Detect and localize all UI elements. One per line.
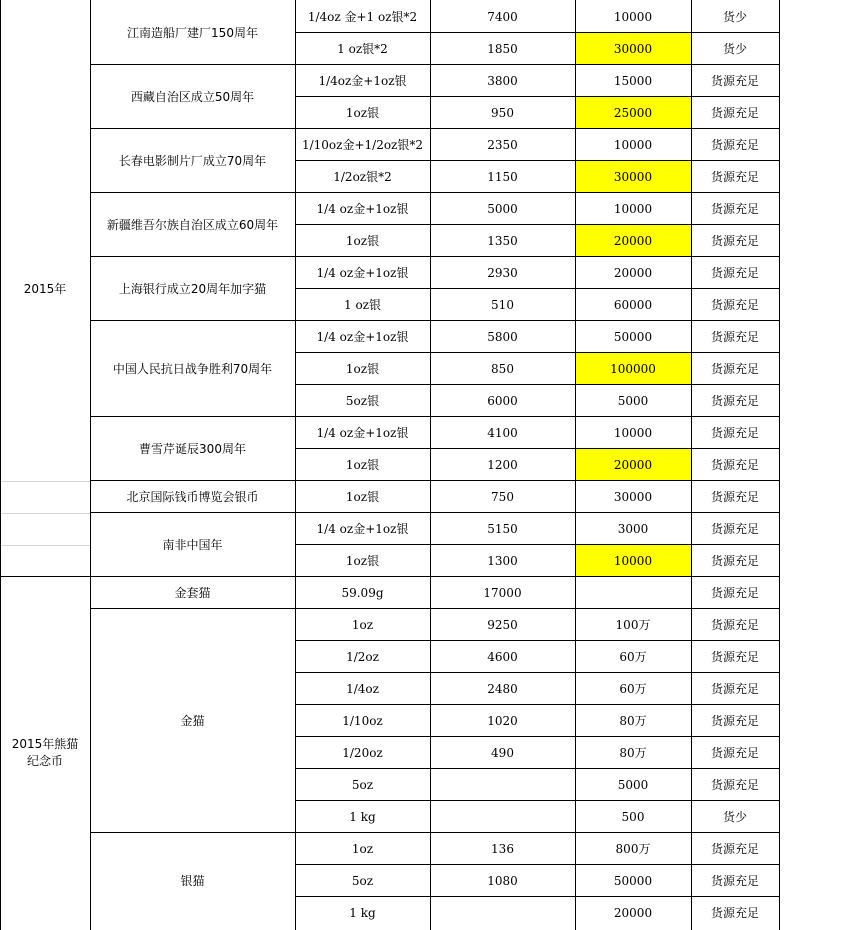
stock-status-cell: 货源充足	[710, 201, 759, 216]
stock-status-cell: 货源充足	[710, 777, 759, 792]
grid-line	[295, 832, 780, 833]
grid-line	[575, 0, 576, 930]
stock-status-cell: 货源充足	[710, 425, 759, 440]
mintage-cell: 60万	[619, 649, 647, 664]
price-cell	[430, 769, 575, 801]
price-cell: 2350	[487, 137, 518, 152]
grid-line	[295, 32, 780, 33]
mintage-cell: 10000	[613, 137, 653, 152]
price-cell: 4100	[487, 425, 518, 440]
mintage-cell: 100000	[575, 353, 691, 385]
price-cell: 5800	[487, 329, 518, 344]
grid-line	[295, 576, 780, 577]
spec-cell: 1/4oz金+1oz银	[318, 73, 407, 88]
stock-status-cell: 货源充足	[710, 105, 759, 120]
stock-status-cell: 货源充足	[710, 681, 759, 696]
mintage-cell: 20000	[613, 265, 653, 280]
spec-cell: 1/4 oz金+1oz银	[316, 425, 409, 440]
mintage-cell: 100万	[615, 617, 651, 632]
price-cell: 2930	[487, 265, 518, 280]
grid-line	[295, 384, 780, 385]
spec-cell: 1/2oz银*2	[333, 169, 392, 184]
grid-line	[0, 576, 91, 577]
grid-line	[0, 481, 91, 482]
spec-cell: 59.09g	[341, 585, 384, 600]
coin-name-cell: 银猫	[180, 873, 205, 888]
mintage-cell: 5000	[617, 777, 649, 792]
grid-line	[295, 448, 780, 449]
stock-status-cell: 货源充足	[710, 553, 759, 568]
grid-line	[779, 0, 780, 930]
spec-cell: 1/4 oz金+1oz银	[316, 201, 409, 216]
price-cell: 1200	[487, 457, 518, 472]
grid-line	[90, 512, 296, 513]
coin-name-cell: 金套猫	[174, 585, 211, 600]
stock-status-cell: 货源充足	[710, 393, 759, 408]
coin-name-cell: 新疆维吾尔族自治区成立60周年	[106, 217, 279, 232]
mintage-cell: 20000	[575, 449, 691, 481]
mintage-cell: 30000	[613, 489, 653, 504]
grid-line	[0, 545, 91, 546]
mintage-cell: 60万	[619, 681, 647, 696]
grid-line	[295, 480, 780, 481]
stock-status-cell: 货源充足	[710, 73, 759, 88]
stock-status-cell: 货源充足	[710, 585, 759, 600]
spec-cell: 1 oz银*2	[337, 41, 388, 56]
mintage-cell: 10000	[613, 9, 653, 24]
price-cell: 2480	[487, 681, 518, 696]
grid-line	[90, 608, 296, 609]
stock-status-cell: 货源充足	[710, 617, 759, 632]
stock-status-cell: 货源充足	[710, 489, 759, 504]
year-group-cell: 2015年熊猫 纪念币	[11, 737, 79, 768]
grid-line	[295, 256, 780, 257]
spec-cell: 1oz银	[345, 105, 380, 120]
spec-cell: 1/4 oz金+1oz银	[316, 265, 409, 280]
stock-status-cell: 货源充足	[710, 297, 759, 312]
grid-line	[295, 512, 780, 513]
spec-cell: 5oz	[351, 873, 374, 888]
price-cell: 950	[491, 105, 514, 120]
grid-line	[90, 320, 296, 321]
price-cell: 17000	[483, 585, 522, 600]
price-cell	[430, 801, 575, 833]
coin-name-cell: 曹雪芹诞辰300周年	[139, 441, 246, 456]
spec-cell: 5oz	[351, 777, 374, 792]
mintage-cell: 50000	[613, 873, 653, 888]
grid-line	[90, 64, 296, 65]
price-cell: 3800	[487, 73, 518, 88]
price-cell: 136	[491, 841, 514, 856]
grid-line	[295, 96, 780, 97]
coin-name-cell: 中国人民抗日战争胜利70周年	[112, 361, 273, 376]
price-cell: 1350	[487, 233, 518, 248]
mintage-cell: 50000	[613, 329, 653, 344]
spec-cell: 1/4 oz金+1oz银	[316, 329, 409, 344]
coin-name-cell: 江南造船厂建厂150周年	[127, 25, 258, 40]
stock-status-cell: 货源充足	[710, 361, 759, 376]
mintage-cell: 15000	[613, 73, 653, 88]
grid-line	[295, 192, 780, 193]
grid-line	[295, 640, 780, 641]
spec-cell: 1 oz银	[344, 297, 381, 312]
grid-line	[90, 832, 296, 833]
grid-line	[90, 480, 296, 481]
price-cell: 9250	[487, 617, 518, 632]
stock-status-cell: 货源充足	[710, 137, 759, 152]
mintage-cell: 30000	[575, 33, 691, 65]
price-cell: 5000	[487, 201, 518, 216]
mintage-cell: 800万	[615, 841, 651, 856]
spec-cell: 5oz银	[345, 393, 380, 408]
mintage-cell	[575, 577, 691, 609]
mintage-cell: 25000	[575, 97, 691, 129]
spec-cell: 1oz	[351, 617, 374, 632]
coin-name-cell: 上海银行成立20周年加字猫	[118, 281, 267, 296]
price-cell: 1850	[487, 41, 518, 56]
mintage-cell: 10000	[613, 201, 653, 216]
stock-status-cell: 货源充足	[710, 873, 759, 888]
grid-line	[90, 256, 296, 257]
price-cell: 750	[491, 489, 514, 504]
grid-line	[295, 320, 780, 321]
stock-status-cell: 货源充足	[710, 745, 759, 760]
coin-name-cell: 金猫	[180, 713, 205, 728]
spec-cell: 1oz银	[345, 553, 380, 568]
grid-line	[90, 0, 91, 930]
grid-line	[295, 896, 780, 897]
spec-cell: 1/10oz金+1/2oz银*2	[301, 137, 424, 152]
grid-line	[430, 0, 431, 930]
grid-line	[90, 192, 296, 193]
mintage-cell: 20000	[613, 905, 653, 920]
stock-status-cell: 货源充足	[710, 329, 759, 344]
mintage-cell: 10000	[575, 545, 691, 577]
stock-status-cell: 货源充足	[710, 841, 759, 856]
grid-line	[295, 352, 780, 353]
stock-status-cell: 货源充足	[710, 169, 759, 184]
price-cell: 1150	[487, 169, 518, 184]
spec-cell: 1oz	[351, 841, 374, 856]
mintage-cell: 60000	[613, 297, 653, 312]
price-cell: 510	[491, 297, 514, 312]
stock-status-cell: 货源充足	[710, 457, 759, 472]
price-cell: 4600	[487, 649, 518, 664]
grid-line	[295, 768, 780, 769]
price-cell: 1080	[487, 873, 518, 888]
grid-line	[295, 544, 780, 545]
stock-status-cell: 货源充足	[710, 233, 759, 248]
grid-line	[295, 128, 780, 129]
spec-cell: 1/2oz	[346, 649, 379, 664]
stock-status-cell: 货源充足	[710, 713, 759, 728]
spec-cell: 1oz银	[345, 233, 380, 248]
grid-line	[295, 704, 780, 705]
spec-cell: 1/4 oz金+1oz银	[316, 521, 409, 536]
grid-line	[295, 416, 780, 417]
grid-line	[691, 0, 692, 930]
price-cell: 5150	[487, 521, 518, 536]
price-cell: 1020	[487, 713, 518, 728]
mintage-cell: 500	[621, 809, 645, 824]
grid-line	[295, 864, 780, 865]
spec-cell: 1/4oz 金+1 oz银*2	[307, 9, 418, 24]
spec-cell: 1 kg	[349, 905, 376, 920]
grid-line	[295, 672, 780, 673]
grid-line	[0, 0, 1, 930]
year-group-cell: 2015年	[23, 281, 67, 296]
spec-cell: 1oz银	[345, 457, 380, 472]
spec-cell: 1/4oz	[346, 681, 379, 696]
stock-status-cell: 货少	[722, 9, 747, 24]
mintage-cell: 80万	[619, 713, 647, 728]
grid-line	[295, 736, 780, 737]
coin-name-cell: 北京国际钱币博览会银币	[126, 489, 259, 504]
grid-line	[295, 224, 780, 225]
mintage-cell: 3000	[617, 521, 649, 536]
stock-status-cell: 货源充足	[710, 649, 759, 664]
price-cell: 6000	[487, 393, 518, 408]
mintage-cell: 30000	[575, 161, 691, 193]
coin-name-cell: 西藏自治区成立50周年	[130, 89, 255, 104]
spec-cell: 1oz银	[345, 361, 380, 376]
price-cell: 1300	[487, 553, 518, 568]
stock-status-cell: 货少	[722, 809, 747, 824]
price-cell: 850	[491, 361, 514, 376]
mintage-cell: 80万	[619, 745, 647, 760]
grid-line	[295, 0, 296, 930]
stock-status-cell: 货源充足	[710, 265, 759, 280]
grid-line	[90, 576, 296, 577]
grid-line	[0, 513, 91, 514]
grid-line	[295, 64, 780, 65]
stock-status-cell: 货少	[722, 41, 747, 56]
mintage-cell: 5000	[617, 393, 649, 408]
grid-line	[295, 608, 780, 609]
spec-cell: 1/10oz	[342, 713, 383, 728]
grid-line	[295, 800, 780, 801]
price-cell: 7400	[487, 9, 518, 24]
stock-status-cell: 货源充足	[710, 905, 759, 920]
price-cell	[430, 897, 575, 929]
spec-cell: 1/20oz	[342, 745, 383, 760]
mintage-cell: 20000	[575, 225, 691, 257]
grid-line	[90, 128, 296, 129]
grid-line	[295, 160, 780, 161]
coin-name-cell: 长春电影制片厂成立70周年	[118, 153, 267, 168]
grid-line	[295, 288, 780, 289]
price-cell: 490	[491, 745, 514, 760]
grid-line	[90, 416, 296, 417]
coin-name-cell: 南非中国年	[162, 537, 223, 552]
mintage-cell: 10000	[613, 425, 653, 440]
spec-cell: 1oz银	[345, 489, 380, 504]
stock-status-cell: 货源充足	[710, 521, 759, 536]
spec-cell: 1 kg	[349, 809, 376, 824]
